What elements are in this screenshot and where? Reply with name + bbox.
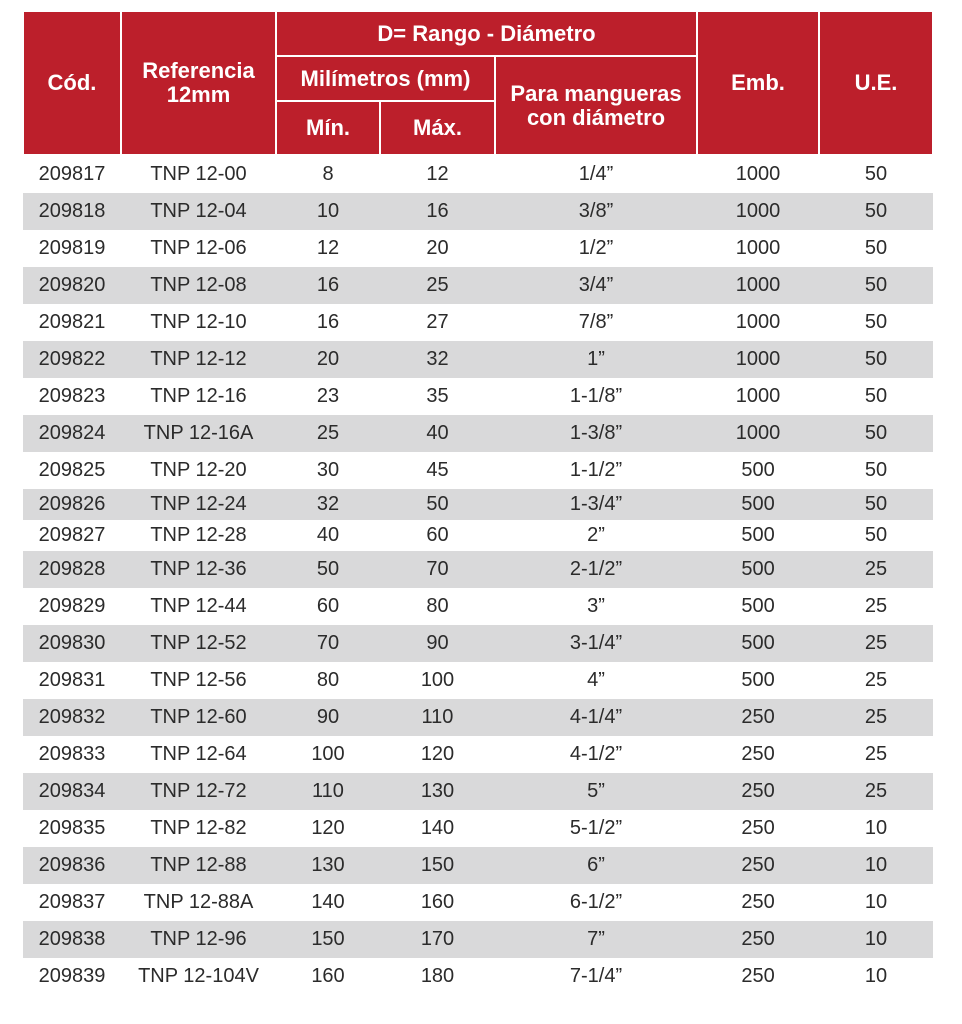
- cell-referencia: TNP 12-104V: [121, 958, 276, 995]
- cell-max: 80: [380, 588, 495, 625]
- cell-ue: 50: [819, 230, 933, 267]
- cell-emb: 1000: [697, 415, 819, 452]
- cell-min: 100: [276, 736, 380, 773]
- cell-cod: 209819: [23, 230, 121, 267]
- cell-min: 20: [276, 341, 380, 378]
- cell-referencia: TNP 12-20: [121, 452, 276, 489]
- cell-max: 70: [380, 551, 495, 588]
- cell-ue: 50: [819, 415, 933, 452]
- cell-emb: 500: [697, 625, 819, 662]
- cell-hose-diameter: 1”: [495, 341, 697, 378]
- cell-max: 110: [380, 699, 495, 736]
- cell-emb: 250: [697, 884, 819, 921]
- table-row: [23, 551, 933, 588]
- cell-ue: 10: [819, 958, 933, 995]
- cell-referencia: TNP 12-06: [121, 230, 276, 267]
- cell-emb: 1000: [697, 341, 819, 378]
- cell-min: 50: [276, 551, 380, 588]
- table-row: [23, 193, 933, 230]
- table-row: [23, 958, 933, 995]
- cell-min: 23: [276, 378, 380, 415]
- cell-cod: 209818: [23, 193, 121, 230]
- table-row: [23, 847, 933, 884]
- cell-max: 27: [380, 304, 495, 341]
- cell-emb: 1000: [697, 378, 819, 415]
- cell-max: 140: [380, 810, 495, 847]
- cell-emb: 500: [697, 520, 819, 551]
- cell-emb: 250: [697, 847, 819, 884]
- cell-emb: 250: [697, 736, 819, 773]
- cell-emb: 500: [697, 551, 819, 588]
- cell-cod: 209831: [23, 662, 121, 699]
- cell-min: 150: [276, 921, 380, 958]
- cell-emb: 500: [697, 489, 819, 520]
- cell-max: 160: [380, 884, 495, 921]
- cell-cod: 209834: [23, 773, 121, 810]
- cell-ue: 25: [819, 662, 933, 699]
- cell-referencia: TNP 12-88A: [121, 884, 276, 921]
- cell-min: 40: [276, 520, 380, 551]
- header-cod: Cód.: [23, 11, 121, 155]
- cell-min: 16: [276, 267, 380, 304]
- cell-ue: 25: [819, 773, 933, 810]
- cell-referencia: TNP 12-52: [121, 625, 276, 662]
- cell-emb: 250: [697, 921, 819, 958]
- cell-referencia: TNP 12-10: [121, 304, 276, 341]
- cell-ue: 10: [819, 847, 933, 884]
- cell-ue: 10: [819, 884, 933, 921]
- cell-min: 30: [276, 452, 380, 489]
- table-header: [23, 11, 933, 155]
- table-row: [23, 452, 933, 489]
- table-row: [23, 773, 933, 810]
- cell-referencia: TNP 12-00: [121, 155, 276, 193]
- cell-min: 25: [276, 415, 380, 452]
- cell-ue: 50: [819, 520, 933, 551]
- cell-hose-diameter: 6”: [495, 847, 697, 884]
- cell-cod: 209829: [23, 588, 121, 625]
- header-emb: Emb.: [697, 11, 819, 155]
- cell-max: 32: [380, 341, 495, 378]
- table-row: [23, 662, 933, 699]
- table-row: [23, 378, 933, 415]
- cell-max: 60: [380, 520, 495, 551]
- cell-max: 25: [380, 267, 495, 304]
- cell-max: 90: [380, 625, 495, 662]
- cell-max: 50: [380, 489, 495, 520]
- cell-cod: 209817: [23, 155, 121, 193]
- cell-hose-diameter: 2-1/2”: [495, 551, 697, 588]
- cell-referencia: TNP 12-24: [121, 489, 276, 520]
- cell-referencia: TNP 12-08: [121, 267, 276, 304]
- cell-cod: 209830: [23, 625, 121, 662]
- cell-referencia: TNP 12-16A: [121, 415, 276, 452]
- cell-referencia: TNP 12-16: [121, 378, 276, 415]
- header-para-mangueras: Para mangueras con diámetro: [495, 56, 697, 155]
- cell-hose-diameter: 1-1/8”: [495, 378, 697, 415]
- cell-emb: 1000: [697, 230, 819, 267]
- cell-min: 90: [276, 699, 380, 736]
- table-body: [23, 155, 933, 995]
- cell-min: 160: [276, 958, 380, 995]
- cell-emb: 250: [697, 810, 819, 847]
- cell-emb: 500: [697, 588, 819, 625]
- cell-hose-diameter: 1-1/2”: [495, 452, 697, 489]
- cell-emb: 1000: [697, 193, 819, 230]
- header-rango-diametro: D= Rango - Diámetro: [276, 11, 697, 56]
- cell-cod: 209823: [23, 378, 121, 415]
- cell-cod: 209833: [23, 736, 121, 773]
- table-row: [23, 230, 933, 267]
- header-ue: U.E.: [819, 11, 933, 155]
- cell-emb: 1000: [697, 304, 819, 341]
- cell-hose-diameter: 4-1/4”: [495, 699, 697, 736]
- cell-max: 12: [380, 155, 495, 193]
- cell-max: 130: [380, 773, 495, 810]
- cell-hose-diameter: 3/4”: [495, 267, 697, 304]
- cell-hose-diameter: 1/4”: [495, 155, 697, 193]
- cell-max: 170: [380, 921, 495, 958]
- cell-referencia: TNP 12-12: [121, 341, 276, 378]
- cell-referencia: TNP 12-88: [121, 847, 276, 884]
- cell-emb: 500: [697, 452, 819, 489]
- cell-cod: 209825: [23, 452, 121, 489]
- cell-cod: 209837: [23, 884, 121, 921]
- cell-min: 60: [276, 588, 380, 625]
- cell-max: 45: [380, 452, 495, 489]
- table-row: [23, 884, 933, 921]
- cell-max: 120: [380, 736, 495, 773]
- cell-ue: 25: [819, 736, 933, 773]
- cell-hose-diameter: 1-3/4”: [495, 489, 697, 520]
- table-row: [23, 588, 933, 625]
- cell-emb: 250: [697, 699, 819, 736]
- cell-referencia: TNP 12-56: [121, 662, 276, 699]
- cell-hose-diameter: 5-1/2”: [495, 810, 697, 847]
- cell-hose-diameter: 2”: [495, 520, 697, 551]
- cell-referencia: TNP 12-72: [121, 773, 276, 810]
- cell-emb: 1000: [697, 155, 819, 193]
- table-row: [23, 415, 933, 452]
- cell-min: 16: [276, 304, 380, 341]
- cell-ue: 50: [819, 193, 933, 230]
- cell-emb: 250: [697, 773, 819, 810]
- cell-min: 8: [276, 155, 380, 193]
- cell-ue: 50: [819, 489, 933, 520]
- cell-referencia: TNP 12-44: [121, 588, 276, 625]
- cell-ue: 50: [819, 378, 933, 415]
- cell-max: 20: [380, 230, 495, 267]
- cell-hose-diameter: 4-1/2”: [495, 736, 697, 773]
- cell-cod: 209832: [23, 699, 121, 736]
- cell-emb: 1000: [697, 267, 819, 304]
- cell-hose-diameter: 3-1/4”: [495, 625, 697, 662]
- cell-referencia: TNP 12-64: [121, 736, 276, 773]
- cell-emb: 500: [697, 662, 819, 699]
- cell-ue: 50: [819, 267, 933, 304]
- cell-min: 120: [276, 810, 380, 847]
- cell-min: 32: [276, 489, 380, 520]
- cell-hose-diameter: 1/2”: [495, 230, 697, 267]
- cell-hose-diameter: 4”: [495, 662, 697, 699]
- cell-cod: 209828: [23, 551, 121, 588]
- cell-ue: 50: [819, 341, 933, 378]
- cell-ue: 25: [819, 551, 933, 588]
- cell-cod: 209827: [23, 520, 121, 551]
- cell-min: 110: [276, 773, 380, 810]
- cell-referencia: TNP 12-36: [121, 551, 276, 588]
- cell-hose-diameter: 5”: [495, 773, 697, 810]
- header-max: Máx.: [380, 101, 495, 155]
- cell-cod: 209835: [23, 810, 121, 847]
- cell-ue: 25: [819, 588, 933, 625]
- header-min: Mín.: [276, 101, 380, 155]
- table-row: [23, 736, 933, 773]
- cell-min: 70: [276, 625, 380, 662]
- cell-min: 80: [276, 662, 380, 699]
- table-row: [23, 921, 933, 958]
- cell-max: 100: [380, 662, 495, 699]
- cell-min: 130: [276, 847, 380, 884]
- cell-max: 16: [380, 193, 495, 230]
- table-row: [23, 341, 933, 378]
- cell-ue: 10: [819, 921, 933, 958]
- cell-ue: 25: [819, 699, 933, 736]
- cell-ue: 25: [819, 625, 933, 662]
- table-row: [23, 267, 933, 304]
- header-referencia: Referencia 12mm: [121, 11, 276, 155]
- cell-cod: 209824: [23, 415, 121, 452]
- table-row: [23, 699, 933, 736]
- product-table: [22, 10, 934, 995]
- cell-referencia: TNP 12-28: [121, 520, 276, 551]
- cell-ue: 10: [819, 810, 933, 847]
- cell-cod: 209822: [23, 341, 121, 378]
- cell-cod: 209838: [23, 921, 121, 958]
- cell-hose-diameter: 3/8”: [495, 193, 697, 230]
- cell-ue: 50: [819, 155, 933, 193]
- cell-min: 10: [276, 193, 380, 230]
- cell-ue: 50: [819, 452, 933, 489]
- cell-cod: 209821: [23, 304, 121, 341]
- cell-max: 35: [380, 378, 495, 415]
- cell-referencia: TNP 12-04: [121, 193, 276, 230]
- cell-emb: 250: [697, 958, 819, 995]
- cell-hose-diameter: 7/8”: [495, 304, 697, 341]
- cell-referencia: TNP 12-96: [121, 921, 276, 958]
- cell-min: 12: [276, 230, 380, 267]
- cell-ue: 50: [819, 304, 933, 341]
- cell-max: 180: [380, 958, 495, 995]
- cell-referencia: TNP 12-60: [121, 699, 276, 736]
- table-row: [23, 489, 933, 520]
- table-row: [23, 625, 933, 662]
- cell-hose-diameter: 7”: [495, 921, 697, 958]
- table-row: [23, 520, 933, 551]
- cell-referencia: TNP 12-82: [121, 810, 276, 847]
- cell-hose-diameter: 3”: [495, 588, 697, 625]
- table-row: [23, 304, 933, 341]
- cell-cod: 209820: [23, 267, 121, 304]
- cell-cod: 209826: [23, 489, 121, 520]
- cell-cod: 209836: [23, 847, 121, 884]
- cell-min: 140: [276, 884, 380, 921]
- cell-max: 40: [380, 415, 495, 452]
- header-milimetros: Milímetros (mm): [276, 56, 495, 101]
- table-row: [23, 155, 933, 193]
- cell-hose-diameter: 1-3/8”: [495, 415, 697, 452]
- table-row: [23, 810, 933, 847]
- cell-max: 150: [380, 847, 495, 884]
- cell-cod: 209839: [23, 958, 121, 995]
- cell-hose-diameter: 6-1/2”: [495, 884, 697, 921]
- cell-hose-diameter: 7-1/4”: [495, 958, 697, 995]
